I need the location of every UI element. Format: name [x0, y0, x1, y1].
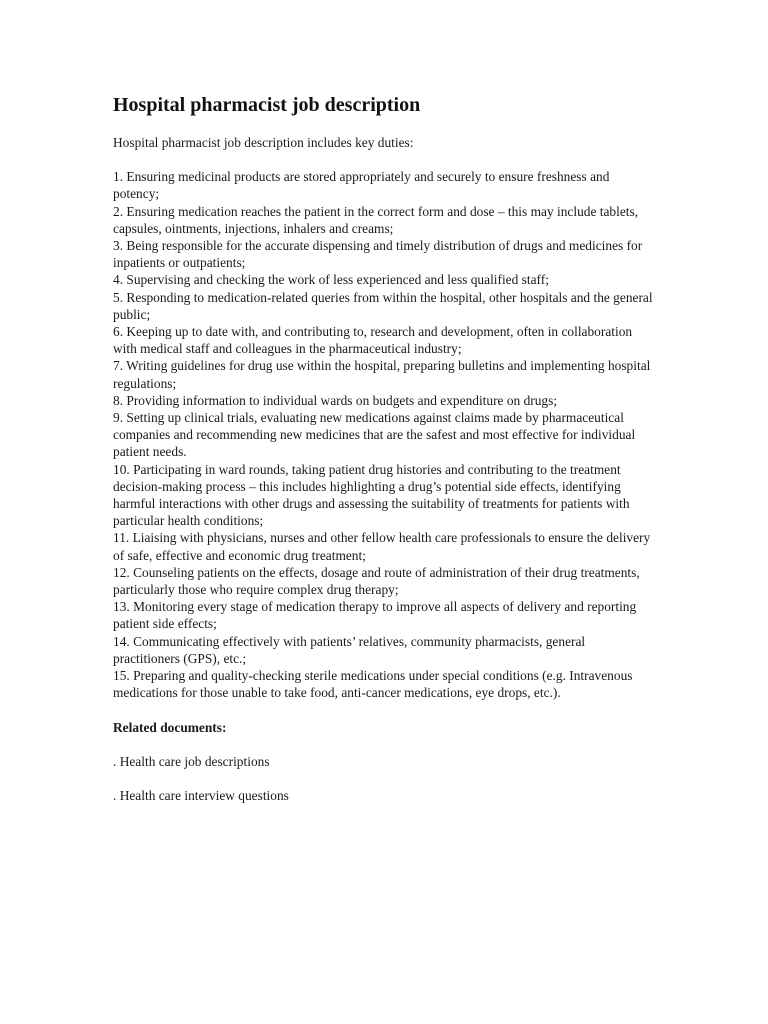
duty-item: 7. Writing guidelines for drug use within the hospital, preparing bulletins and implementing hospital regulations;	[113, 358, 651, 391]
duty-item: 13. Monitoring every stage of medication therapy to improve all aspects of delivery and reporting patient side effects;	[113, 599, 637, 632]
duty-item: 3. Being responsible for the accurate dispensing and timely distribution of drugs and medicines for inpatients or outpatients;	[113, 238, 643, 271]
document-title: Hospital pharmacist job description	[113, 94, 421, 116]
duty-item: 15. Preparing and quality-checking sterile medications under special conditions (e.g. Intravenous medications for those unable to take food, anti-cancer medications, eye drops, etc.).	[113, 668, 633, 701]
duty-item: 2. Ensuring medication reaches the patient in the correct form and dose – this may include tablets, capsules, ointments, injections, inhalers and creams;	[113, 203, 639, 236]
duties-list	[113, 168, 653, 701]
related-link-job-descriptions[interactable]: . Health care job descriptions	[113, 753, 270, 769]
document-page	[113, 92, 653, 821]
duty-item: 11. Liaising with physicians, nurses and other fellow health care professionals to ensure the delivery of safe, effective and economic drug treatment;	[113, 530, 651, 563]
intro-paragraph: Hospital pharmacist job description includes key duties:	[113, 135, 414, 150]
related-documents-heading: Related documents:	[113, 719, 227, 735]
duty-item: 5. Responding to medication-related queries from within the hospital, other hospitals and the general public;	[113, 289, 653, 322]
duty-item: 14. Communicating effectively with patients’ relatives, community pharmacists, general practitioners (GPS), etc.;	[113, 633, 586, 666]
duty-item: 10. Participating in ward rounds, taking patient drug histories and contributing to the treatment decision-making process – this includes highlighting a drug’s potential side effects, identifying harmful interactions with other drugs and assessing the suitability of treatments for patients with particular health conditions;	[113, 461, 630, 529]
duty-item: 1. Ensuring medicinal products are stored appropriately and securely to ensure freshness and potency;	[113, 169, 610, 202]
duty-item: 6. Keeping up to date with, and contributing to, research and development, often in collaboration with medical staff and colleagues in the pharmaceutical industry;	[113, 324, 633, 357]
duty-item: 12. Counseling patients on the effects, dosage and route of administration of their drug treatments, particularly those who require complex drug therapy;	[113, 564, 640, 598]
related-link-interview-questions[interactable]: . Health care interview questions	[113, 787, 289, 803]
duty-item: 8. Providing information to individual wards on budgets and expenditure on drugs;	[113, 392, 558, 408]
duty-item: 9. Setting up clinical trials, evaluating new medications against claims made by pharmaceutical companies and recommending new medicines that are the safest and most effective for individual patient needs.	[113, 410, 636, 460]
duty-item: 4. Supervising and checking the work of less experienced and less qualified staff;	[113, 272, 549, 288]
